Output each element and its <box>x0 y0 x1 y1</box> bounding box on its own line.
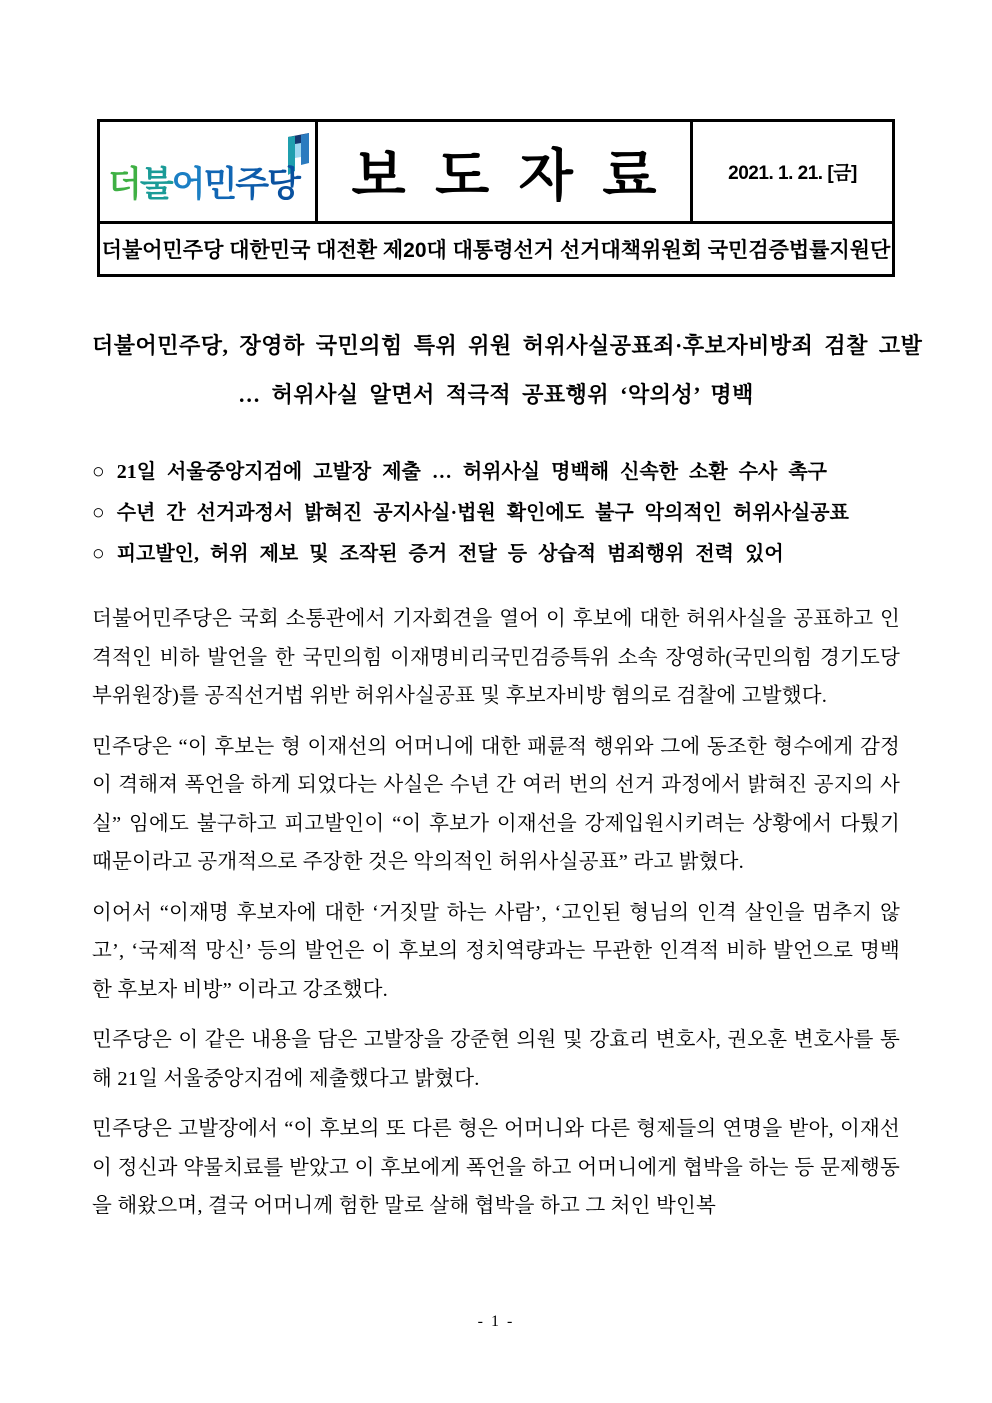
logo-char: 어 <box>171 165 204 204</box>
release-date: 2021. 1. 21. [금] <box>728 163 857 184</box>
body-paragraph: 이어서 “이재명 후보자에 대한 ‘거짓말 하는 사람’, ‘고인된 형님의 인격 살인을 멈추지 않고’, ‘국제적 망신’ 등의 발언은 이 후보의 정치역량과는 무관한 인격적 비하 발언으로 명백한 후보자 비방” 이라고 강조했다. <box>92 901 900 1001</box>
body <box>92 600 900 1226</box>
bullet-item <box>92 533 900 574</box>
header-top-row <box>100 122 892 224</box>
bullet-text: 21일 서울중앙지검에 고발장 제출 … 허위사실 명백해 신속한 소환 수사 촉구 <box>116 461 827 483</box>
org-line: 더불어민주당 대한민국 대전환 제20대 대통령선거 선거대책위원회 국민검증법률지원단 <box>101 239 891 262</box>
bullet-text: 피고발인, 허위 제보 및 조작된 증거 전달 등 상습적 범죄행위 전력 있어 <box>116 543 784 565</box>
body-paragraph: 민주당은 이 같은 내용을 담은 고발장을 강준현 의원 및 강효리 변호사, 권오훈 변호사를 통해 21일 서울중앙지검에 제출했다고 밝혔다. <box>92 1029 900 1090</box>
bullet-list <box>92 451 900 574</box>
header-box <box>97 119 895 277</box>
body-paragraph: 더불어민주당은 국회 소통관에서 기자회견을 열어 이 후보에 대한 허위사실을 공표하고 인격적인 비하 발언을 한 국민의힘 이재명비리국민검증특위 소속 장영하(국민의힘 경기도당 부위원장)를 공직선거법 위반 허위사실공표 및 후보자비방 혐의로 검찰에 고발했다. <box>92 608 900 707</box>
body-paragraph: 민주당은 “이 후보는 형 이재선의 어머니에 대한 패륜적 행위와 그에 동조한 형수에게 감정이 격해져 폭언을 하게 되었다는 사실은 수년 간 여러 번의 선거 과정에서 밝혀진 공지의 사실” 임에도 불구하고 피고발인이 “이 후보가 이재선을 강제입원시키려는 상황에서 다퉜기 때문이라고 공개적으로 주장한 것은 악의적인 허위사실공표” 라고 밝혔다. <box>92 735 900 873</box>
circle-bullet-icon: ○ <box>92 500 105 524</box>
circle-bullet-icon: ○ <box>92 541 105 565</box>
logo-char: 더 <box>108 165 140 204</box>
doc-type-title: 보 도 자 료 <box>318 122 693 221</box>
party-logo-wordmark <box>108 157 299 207</box>
headline <box>92 321 923 419</box>
logo-char: 당 <box>267 165 299 204</box>
logo-char: 민 <box>203 165 236 204</box>
bullet-text: 수년 간 선거과정서 밝혀진 공지사실·법원 확인에도 불구 악의적인 허위사실공표 <box>116 502 849 524</box>
party-logo <box>100 122 318 221</box>
bullet-item <box>92 492 900 533</box>
headline-line-2: … 허위사실 알면서 적극적 공표행위 ‘악의성’ 명백 <box>238 382 754 407</box>
bullet-item <box>92 451 900 492</box>
body-paragraph: 민주당은 고발장에서 “이 후보의 또 다른 형은 어머니와 다른 형제들의 연명을 받아, 이재선이 정신과 약물치료를 받았고 이 후보에게 폭언을 하고 어머니에게 협박을 하는 등 문제행동을 해왔으며, 결국 어머니께 험한 말로 살해 협박을 하고 그 처인 박인복 <box>92 1118 900 1217</box>
logo-char: 주 <box>235 165 268 204</box>
logo-char: 불 <box>139 165 172 204</box>
headline-line-1: 더불어민주당, 장영하 국민의힘 특위 위원 허위사실공표죄·후보자비방죄 검찰 고발 <box>92 333 923 358</box>
page-number: - 1 - <box>477 1313 515 1330</box>
circle-bullet-icon: ○ <box>92 459 105 483</box>
